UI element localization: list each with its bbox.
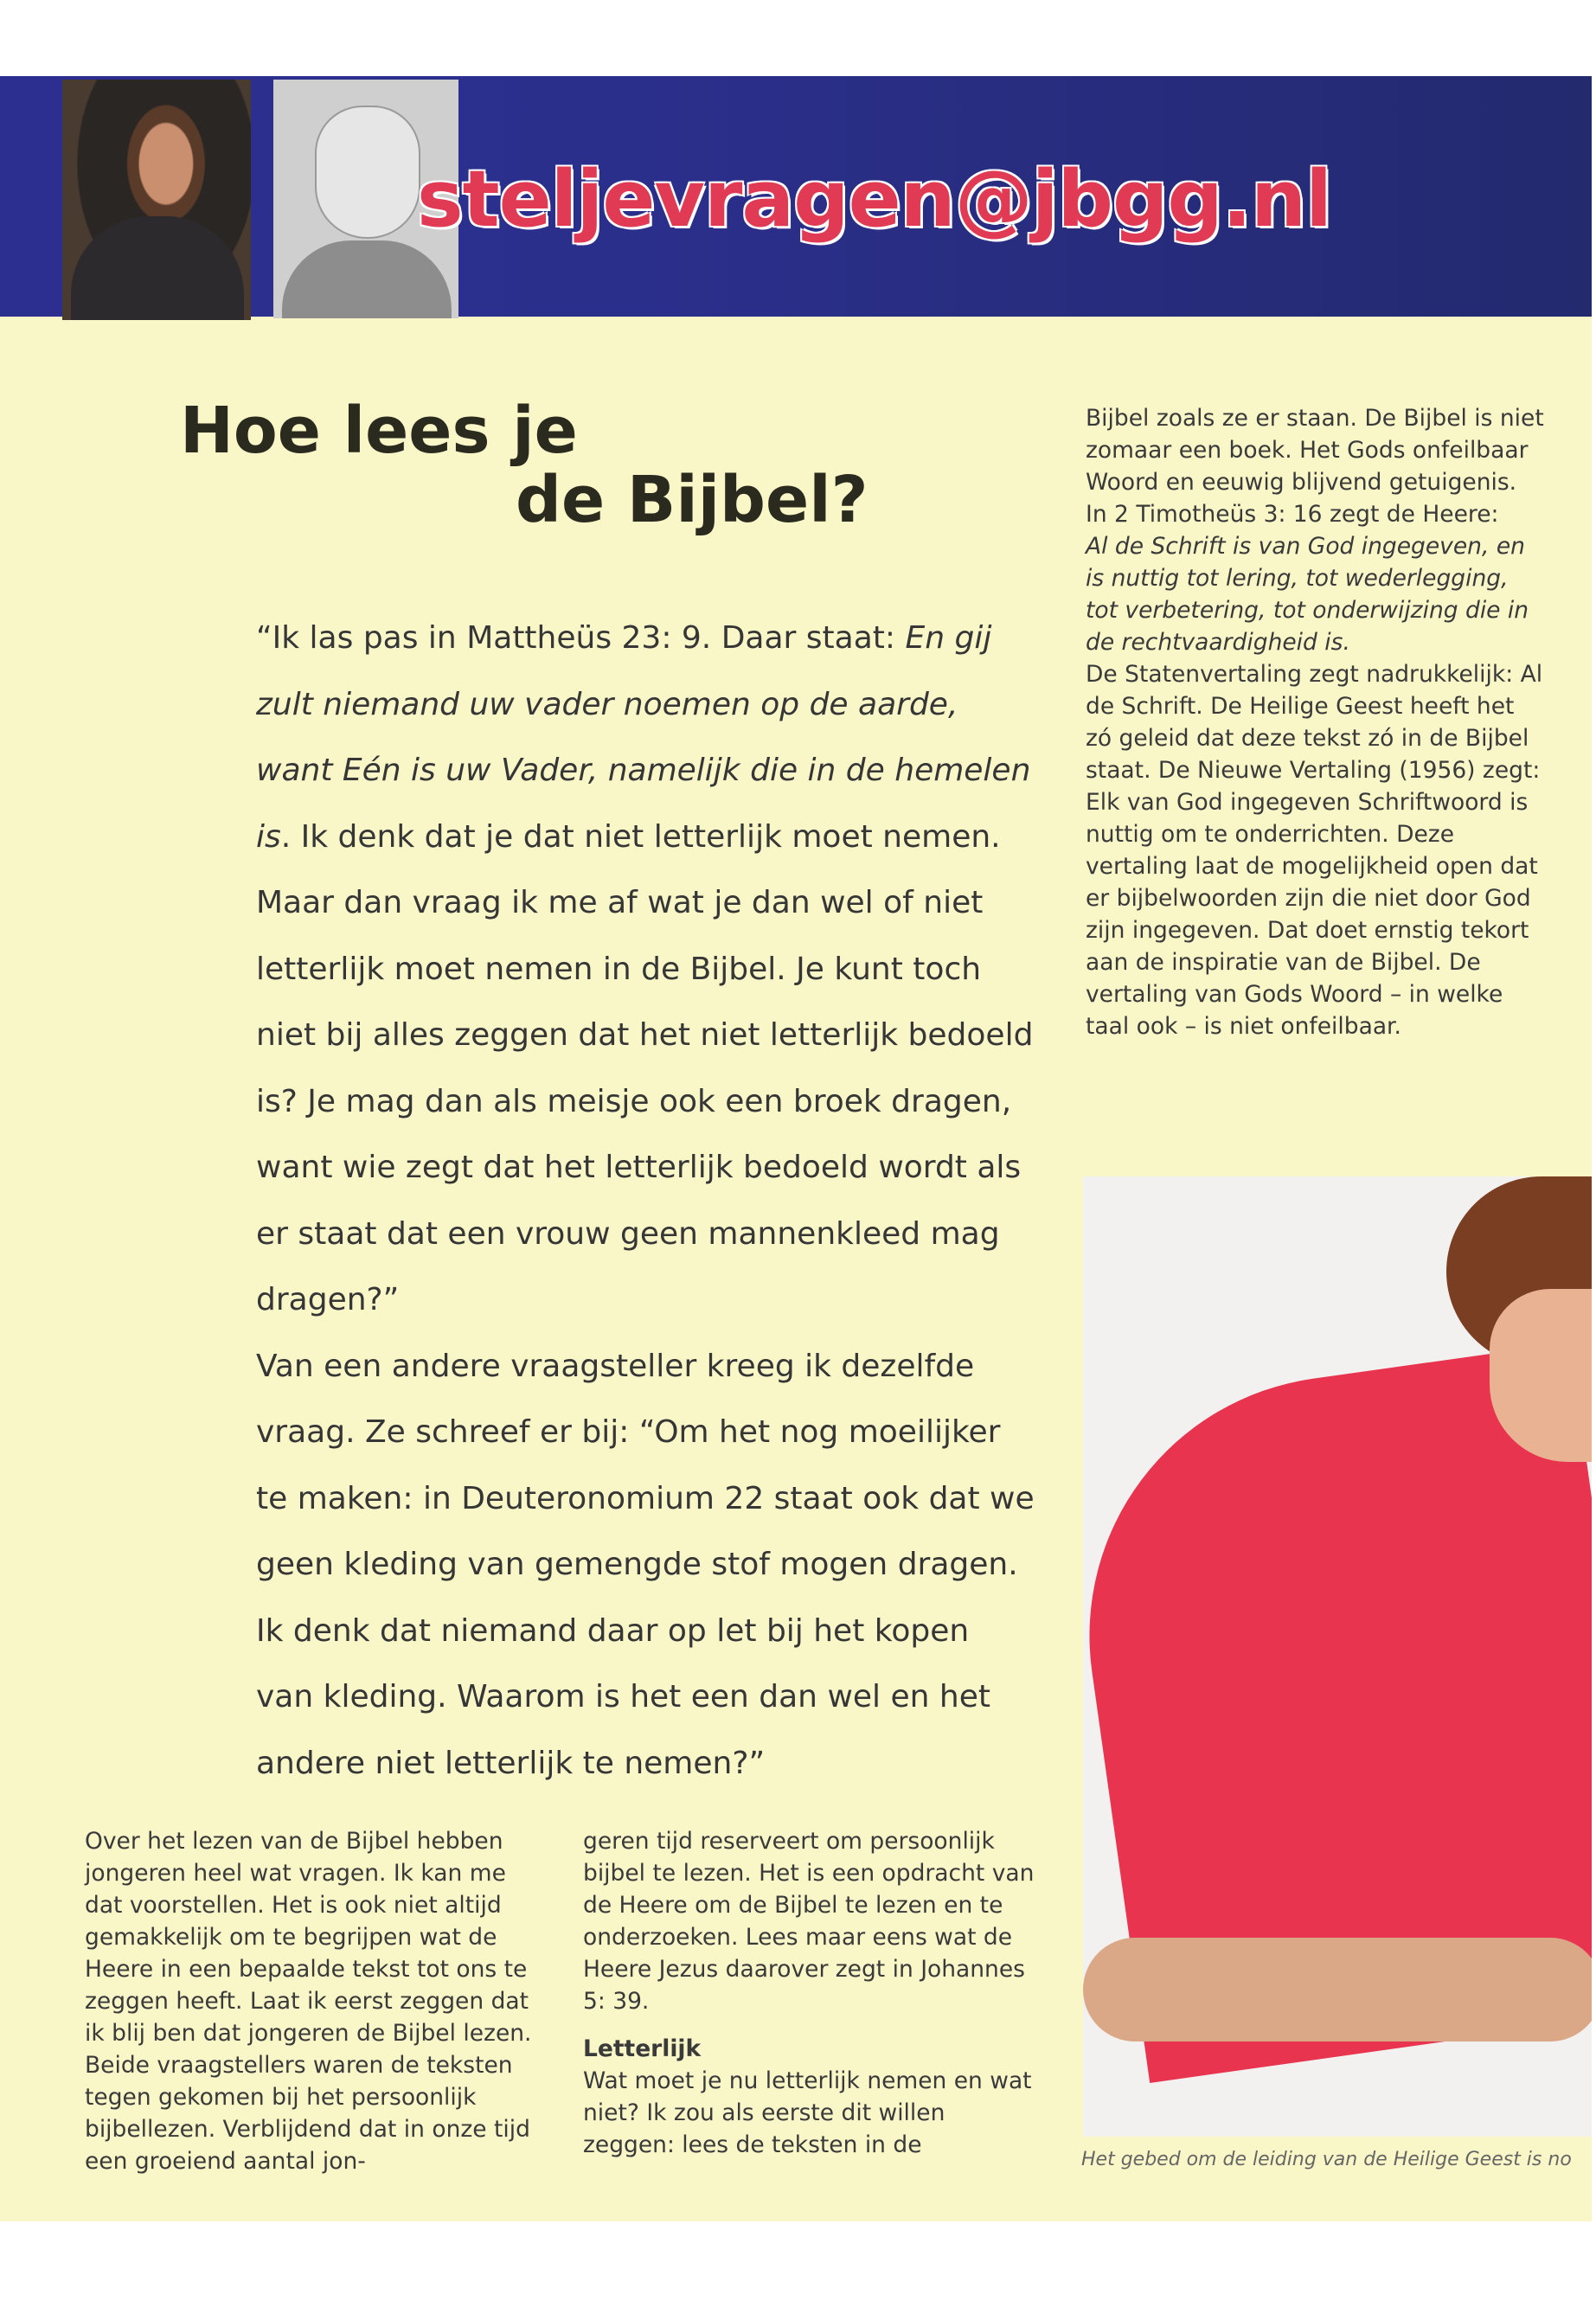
article-title-line1: Hoe lees je xyxy=(180,394,578,468)
praying-girl-photo xyxy=(1083,1176,1592,2137)
article-title-line2: de Bijbel? xyxy=(516,463,869,537)
author-photo-speaking xyxy=(62,80,251,320)
subheading-letterlijk: Letterlijk xyxy=(583,2035,702,2062)
photo-caption: Het gebed om de leiding van de Heilige Geest is no xyxy=(1081,2149,1572,2170)
reader-question xyxy=(256,606,1035,1797)
scripture-quote: Al de Schrift is van God ingegeven, en is nuttig tot lering, tot wederlegging, tot verbetering, tot onderwijzing die in de rechtvaardigheid is. xyxy=(1086,533,1529,656)
body-column-3: Bijbel zoals ze er staan. De Bijbel is niet zomaar een boek. Het Gods onfeilbaar Woord en eeuwig blijvend getuigenis. In 2 Timotheüs 3: 16 zegt de Heere: Al de Schrift is van God ingegeven, en is nuttig tot lering, tot wederlegging, tot verbetering, tot onderwijzing die in de rechtvaardigheid is. De Statenvertaling zegt nadrukkelijk: Al de Schrift. De Heilige Geest heeft het zó geleid dat deze tekst zó in de Bijbel staat. De Nieuwe Vertaling (1956) zegt: Elk van God ingegeven Schriftwoord is nuttig om te onderrichten. Deze vertaling laat de mogelijkheid open dat er bijbelwoorden zijn die niet door God zijn ingegeven. Dat doet ernstig tekort aan de inspiratie van de Bijbel. De vertaling van Gods Woord – in welke taal ook – is niet onfeilbaar. xyxy=(1086,405,1544,1040)
question-2: Van een andere vraagsteller kreeg ik dezelfde vraag. Ze schreef er bij: “Om het nog moeilijker te maken: in Deuteronomium 22 staat ook dat we geen kleding van gemengde stof mogen dragen. Ik denk dat niemand daar op let bij het kopen van kleding. Waarom is het een dan wel en het andere niet letterlijk te nemen?” xyxy=(256,1348,1035,1781)
question-1: “Ik las pas in Mattheüs 23: 9. Daar staat: En gij zult niemand uw vader noemen op de aarde, want Eén is uw Vader, namelijk die in de hemelen is. Ik denk dat je dat niet letterlijk moet nemen. Maar dan vraag ik me af wat je dan wel of niet letterlijk moet nemen in de Bijbel. Je kunt toch niet bij alles zeggen dat het niet letterlijk bedoeld is? Je mag dan als meisje ook een broek dragen, want wie zegt dat het letterlijk bedoeld wordt als er staat dat een vrouw geen mannenkleed mag dragen?” xyxy=(256,620,1034,1317)
header-email[interactable]: steljevragen@jbgg.nl xyxy=(417,154,1331,245)
body-column-1: Over het lezen van de Bijbel hebben jongeren heel wat vragen. Ik kan me dat voorstellen. Het is ook niet altijd gemakkelijk om te begrijpen wat de Heere in een bepaalde tekst tot ons te zeggen heeft. Laat ik eerst zeggen dat ik blij ben dat jongeren de Bijbel lezen. Beide vraagstellers waren de teksten tegen gekomen bij het persoonlijk bijbellezen. Verblijdend dat in onze tijd een groeiend aantal jon- xyxy=(85,1828,532,2175)
body-column-2: geren tijd reserveert om persoonlijk bijbel te lezen. Het is een opdracht van de Heere om de Bijbel te lezen en te onderzoeken. Lees maar eens wat de Heere Jezus daarover zegt in Johannes 5: 39. Letterlijk Wat moet je nu letterlijk nemen en wat niet? Ik zou als eerste dit willen zeggen: lees de teksten in de xyxy=(583,1825,1042,2161)
